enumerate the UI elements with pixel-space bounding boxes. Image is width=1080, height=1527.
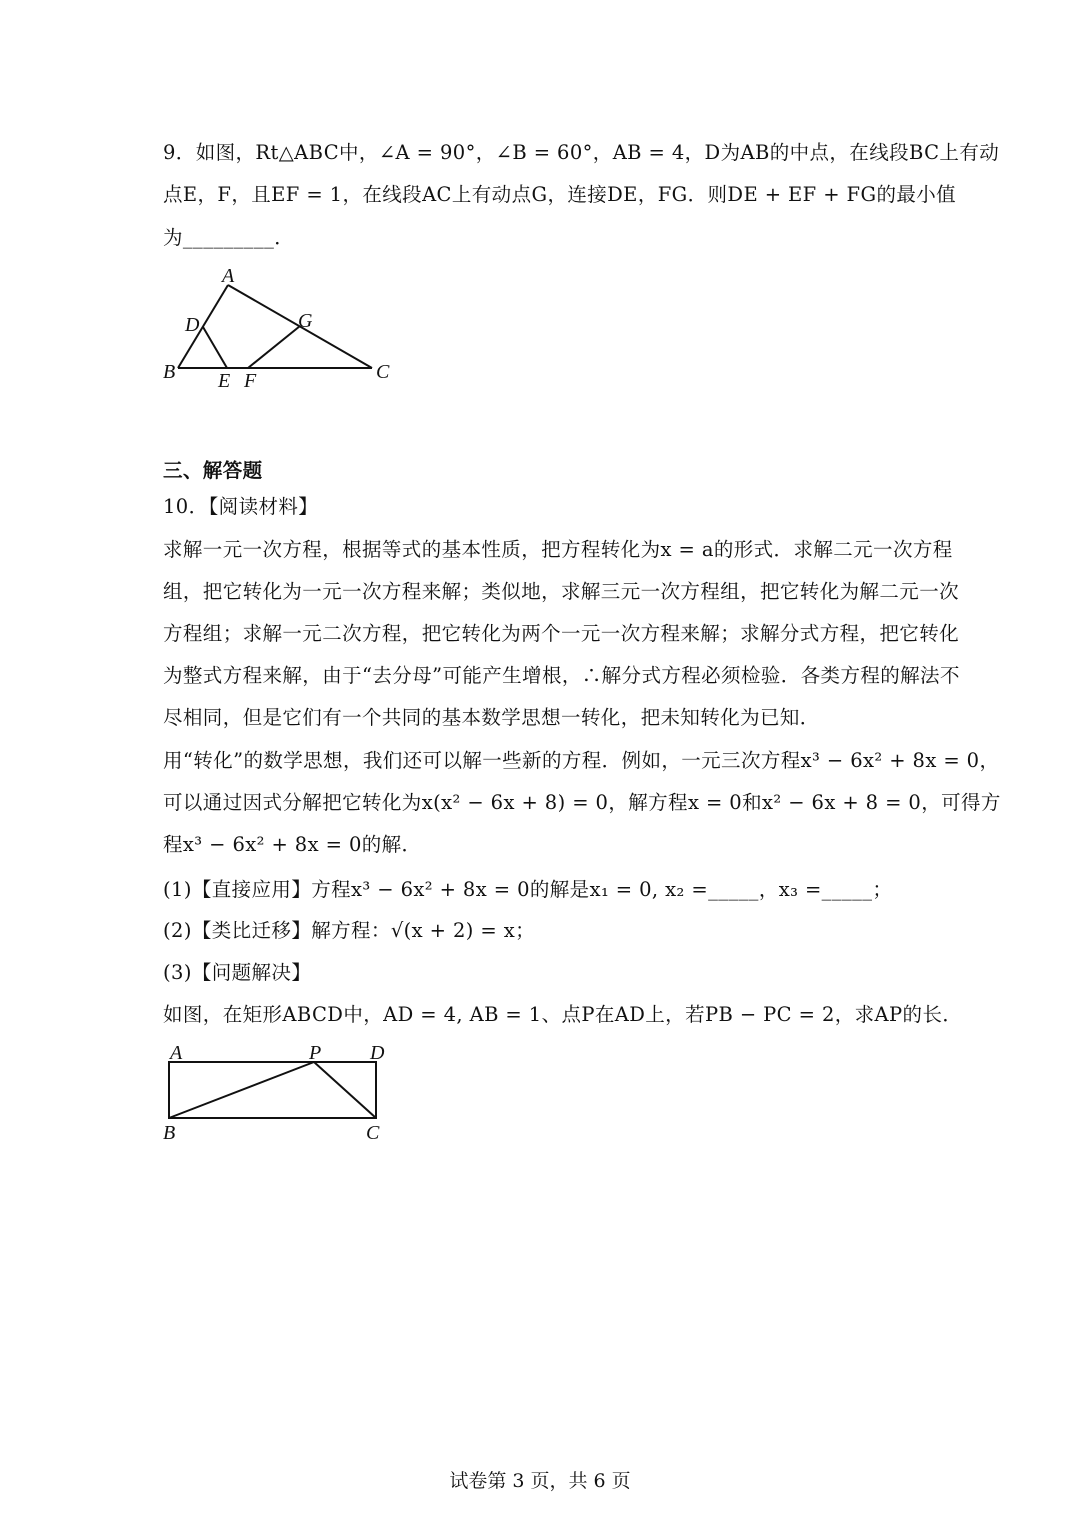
q10-p2-line-2: 可以通过因式分解把它转化为x(x² − 6x + 8) = 0，解方程x = 0和x² − 6x + 8 = 0，可得方 (163, 791, 1001, 814)
q9-label-g: G (298, 310, 313, 332)
q9-label-f: F (244, 370, 257, 392)
q10-label-b: B (163, 1122, 176, 1144)
segment-pb (169, 1062, 314, 1118)
segment-pc (314, 1062, 376, 1118)
q10-label-c: C (366, 1122, 380, 1144)
q10-p1-line-2: 组，把它转化为一元一次方程来解；类似地，求解三元一次方程组，把它转化为解二元一次 (163, 580, 960, 603)
q10-p2-line-3: 程x³ − 6x² + 8x = 0的解． (163, 833, 422, 856)
q9-label-a: A (222, 265, 235, 287)
q9-label-d: D (185, 314, 200, 336)
q10-p1-line-5: 尽相同，但是它们有一个共同的基本数学思想一转化，把未知转化为已知． (163, 706, 820, 729)
section-heading: 三、解答题 (163, 459, 263, 482)
q10-label-d: D (370, 1042, 385, 1064)
q9-line-3: 为_________． (163, 226, 295, 249)
q9-line-2: 点E，F，且EF = 1，在线段AC上有动点G，连接DE，FG．则DE + EF + FG的最小值 (163, 183, 957, 206)
q10-part-3: (3)【问题解决】 (163, 961, 312, 984)
q9-line-1: 9．如图，Rt△ABC中，∠A = 90°，∠B = 60°，AB = 4，D为AB的中点，在线段BC上有动 (163, 141, 1000, 164)
q10-p1-line-1: 求解一元一次方程，根据等式的基本性质，把方程转化为x = a的形式．求解二元一次方程 (163, 538, 953, 561)
q10-part-1: (1)【直接应用】方程x³ − 6x² + 8x = 0的解是x₁ = 0, x₂ =_____，x₃ =_____； (163, 878, 893, 901)
q10-title: 10．【阅读材料】 (163, 495, 319, 518)
q10-p2-line-1: 用“转化”的数学思想，我们还可以解一些新的方程．例如，一元三次方程x³ − 6x² + 8x = 0， (163, 749, 1000, 772)
q10-p1-line-4: 为整式方程来解，由于“去分母”可能产生增根，∴解分式方程必须检验．各类方程的解法不 (163, 664, 960, 687)
q10-p1-line-3: 方程组；求解一元二次方程，把它转化为两个一元一次方程来解；求解分式方程，把它转化 (163, 622, 960, 645)
q9-label-c: C (376, 361, 390, 383)
q10-label-p: P (309, 1042, 322, 1064)
q9-label-b: B (163, 361, 176, 383)
q10-part-3-text: 如图，在矩形ABCD中，AD = 4, AB = 1、点P在AD上，若PB − PC = 2，求AP的长． (163, 1003, 963, 1026)
q10-part-2: (2)【类比迁移】解方程：√(x + 2) = x； (163, 919, 536, 942)
q9-label-e: E (218, 370, 231, 392)
q10-label-a: A (170, 1042, 183, 1064)
page-footer: 试卷第 3 页，共 6 页 (449, 1470, 631, 1492)
